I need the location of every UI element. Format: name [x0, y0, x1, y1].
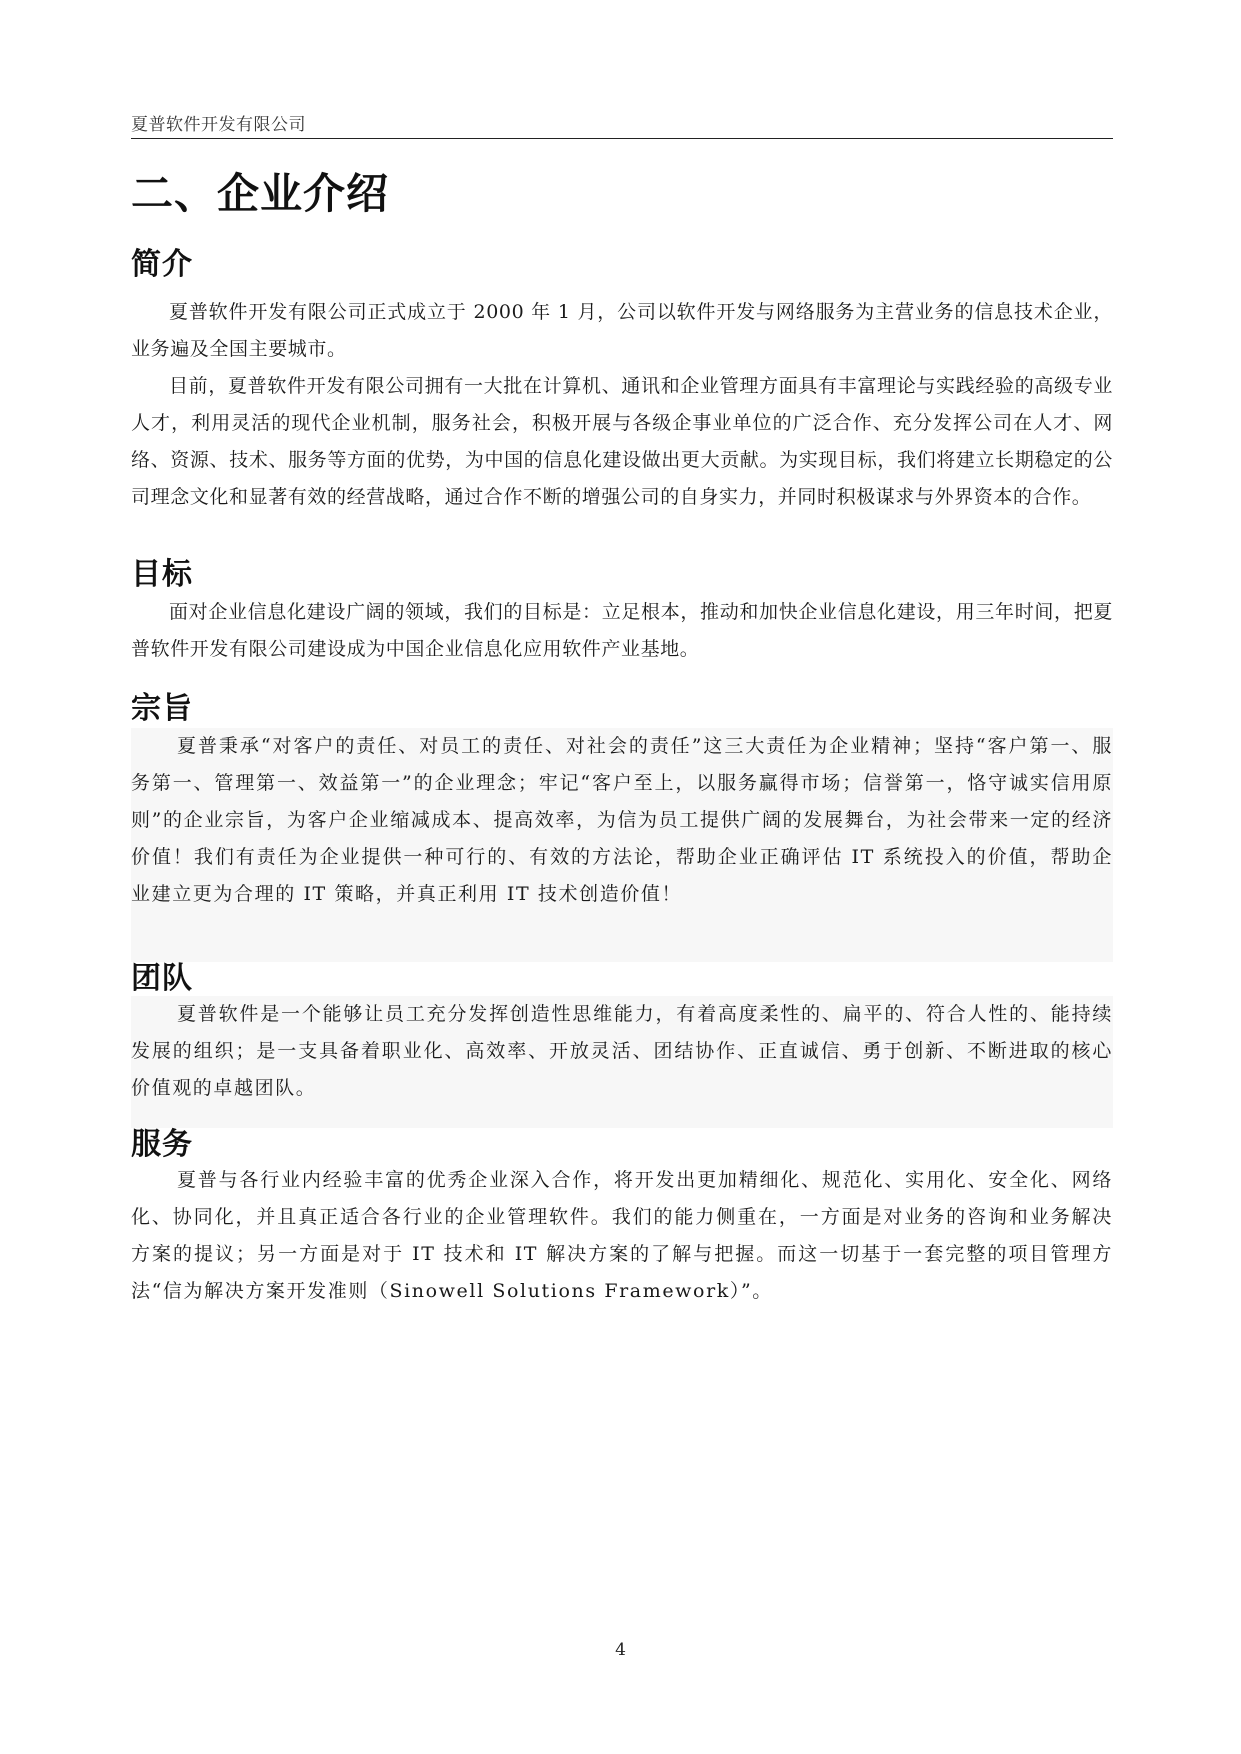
section-body-service: [131, 1162, 1113, 1310]
page-title: 二、企业介绍: [131, 169, 390, 218]
section-heading-goal: 目标: [131, 557, 193, 592]
page-header: [131, 110, 1113, 139]
page-number: 4: [615, 1640, 626, 1660]
section-body-intro: [131, 294, 1113, 516]
goal-paragraph: 面对企业信息化建设广阔的领域，我们的目标是：立足根本，推动和加快企业信息化建设，用三年时间，把夏普软件开发有限公司建设成为中国企业信息化应用软件产业基地。: [131, 601, 1113, 660]
section-body-goal: [131, 594, 1113, 668]
team-paragraph: 夏普软件是一个能够让员工充分发挥创造性思维能力，有着高度柔性的、扁平的、符合人性的、能持续发展的组织；是一支具备着职业化、高效率、开放灵活、团结协作、正直诚信、勇于创新、不断进取的核心价值观的卓越团队。: [131, 1003, 1113, 1099]
intro-paragraph: 目前，夏普软件开发有限公司拥有一大批在计算机、通讯和企业管理方面具有丰富理论与实践经验的高级专业人才，利用灵活的现代企业机制，服务社会，积极开展与各级企事业单位的广泛合作、充分发挥公司在人才、网络、资源、技术、服务等方面的优势，为中国的信息化建设做出更大贡献。为实现目标，我们将建立长期稳定的公司理念文化和显著有效的经营战略，通过合作不断的增强公司的自身实力，并同时积极谋求与外界资本的合作。: [131, 375, 1113, 508]
purpose-paragraph: 夏普秉承“对客户的责任、对员工的责任、对社会的责任”这三大责任为企业精神；坚持“客户第一、服务第一、管理第一、效益第一”的企业理念；牢记“客户至上，以服务赢得市场；信誉第一，恪守诚实信用原则”的企业宗旨，为客户企业缩减成本、提高效率，为信为员工提供广阔的发展舞台，为社会带来一定的经济价值！我们有责任为企业提供一种可行的、有效的方法论，帮助企业正确评估 IT 系统投入的价值，帮助企业建立更为合理的 IT 策略，并真正利用 IT 技术创造价值！: [131, 735, 1113, 905]
intro-paragraph: 夏普软件开发有限公司正式成立于 2000 年 1 月，公司以软件开发与网络服务为主营业务的信息技术企业，业务遍及全国主要城市。: [131, 301, 1113, 360]
section-heading-service: 服务: [131, 1127, 193, 1162]
header-company-name: 夏普软件开发有限公司: [131, 115, 306, 135]
section-heading-team: 团队: [131, 961, 193, 996]
section-heading-intro: 简介: [131, 247, 193, 282]
section-body-team: [131, 996, 1113, 1128]
service-paragraph: 夏普与各行业内经验丰富的优秀企业深入合作，将开发出更加精细化、规范化、实用化、安全化、网络化、协同化，并且真正适合各行业的企业管理软件。我们的能力侧重在，一方面是对业务的咨询和业务解决方案的提议；另一方面是对于 IT 技术和 IT 解决方案的了解与把握。而这一切基于一套完整的项目管理方法“信为解决方案开发准则（Sinowell Solutions Framework）”。: [131, 1169, 1113, 1302]
section-heading-purpose: 宗旨: [131, 691, 193, 726]
section-body-purpose: [131, 728, 1113, 962]
